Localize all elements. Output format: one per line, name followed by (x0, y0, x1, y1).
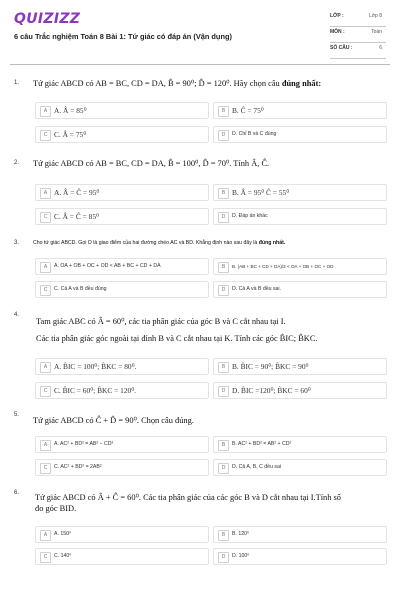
option-b[interactable] (213, 258, 387, 275)
meta-value: Lớp 8 (368, 13, 382, 19)
option-c[interactable] (35, 548, 209, 565)
meta-row-count (330, 45, 386, 59)
option-letter: C (40, 130, 51, 141)
meta-value: 6 (379, 45, 382, 51)
option-text: D. Cả A và B đều sai. (232, 286, 282, 292)
option-letter: D (218, 212, 229, 223)
question-text-main: Tứ giác ABCD có AB = BC, CD = DA, B̂ = 90⁰; D̂ = 120⁰. Hãy chọn câu (33, 79, 282, 88)
option-letter: D (218, 386, 229, 397)
option-text: A. OA + OB + OC + OD < AB + BC + CD + DA (54, 263, 161, 269)
question-number: 3. (14, 240, 20, 246)
option-b[interactable] (213, 102, 387, 119)
option-letter: A (40, 362, 51, 373)
option-letter: C (40, 212, 51, 223)
option-letter: A (40, 262, 51, 273)
option-text: B. Ĉ = 75⁰ (232, 106, 264, 115)
option-letter: D (218, 463, 229, 474)
meta-value: Toán (371, 29, 382, 35)
question-number: 4. (14, 312, 20, 318)
option-text: D. Chỉ B và C đúng (232, 131, 277, 137)
option-text: A. 150⁰ (54, 531, 72, 537)
question-number: 2. (14, 160, 20, 166)
option-letter: A (40, 440, 51, 451)
meta-row-class (330, 13, 386, 27)
option-text: D. Cả A, B, C đều sai (232, 464, 282, 470)
option-text: B. AC² + BD² = AB² + CD² (232, 441, 292, 447)
option-text: B. B̂IC = 90⁰; B̂KC = 90⁰ (232, 362, 309, 371)
option-c[interactable] (35, 126, 209, 143)
option-text: B. Â = 95⁰ Ĉ = 55⁰ (232, 188, 290, 197)
question-text-line2: Các tia phân giác góc ngoài tại đỉnh B và C cắt nhau tại K. Tính các góc B̂IC; B̂KC. (36, 334, 318, 343)
question-text-main: Cho tứ giác ABCD. Gọi O là giao điểm của hai đường chéo AC và BD. Khẳng định nào sau đây là (33, 240, 259, 246)
meta-label: MÔN : (330, 29, 345, 35)
meta-label: SỐ CÂU : (330, 45, 353, 51)
option-letter: B (218, 262, 229, 273)
option-letter: C (40, 552, 51, 563)
question-number: 1. (14, 80, 20, 86)
option-text: C. B̂IC = 60⁰; B̂KC = 120⁰. (54, 386, 137, 395)
option-d[interactable] (213, 459, 387, 476)
question-text-line2: đo góc BID. (35, 504, 77, 513)
divider (10, 64, 390, 65)
option-letter: D (218, 552, 229, 563)
question-text (33, 78, 383, 91)
meta-row-subject (330, 29, 386, 43)
question-text (33, 240, 383, 247)
option-d[interactable] (213, 126, 387, 143)
option-letter: D (218, 285, 229, 296)
option-letter: C (40, 386, 51, 397)
option-text: C. 140⁰ (54, 553, 72, 559)
question-text: Tam giác ABC có Â = 60⁰, các tia phân giác của góc B và C cắt nhau tại I. (36, 317, 286, 326)
option-letter: B (218, 440, 229, 451)
option-letter: B (218, 362, 229, 373)
option-c[interactable] (35, 459, 209, 476)
meta-label: LỚP : (330, 13, 344, 19)
option-c[interactable] (35, 281, 209, 298)
question-text: Tứ giác ABCD có Â + Ĉ = 60⁰. Các tia phân giác của các góc B và D cắt nhau tại I.Tính số (35, 493, 341, 502)
question-text: Tứ giác ABCD có Ĉ + D̂ = 90⁰. Chọn câu đúng. (33, 416, 194, 425)
option-d[interactable] (213, 382, 387, 399)
option-text: A. Â = Ĉ = 95⁰ (54, 188, 100, 197)
option-text: D. 100⁰ (232, 553, 250, 559)
option-text: C. Â = 75⁰ (54, 130, 87, 139)
option-b[interactable] (213, 526, 387, 543)
option-text: A. B̂IC = 100⁰; B̂KC = 80⁰. (54, 362, 137, 371)
option-text: A. Â = 85⁰ (54, 106, 87, 115)
option-text: C. Cả A và B đều đúng (54, 286, 107, 292)
option-text: D. Đáp án khác (232, 213, 268, 219)
option-letter: A (40, 188, 51, 199)
option-c[interactable] (35, 382, 209, 399)
meta-panel (330, 13, 386, 61)
question-text: Tứ giác ABCD có AB = BC, CD = DA, B̂ = 100⁰, D̂ = 70⁰. Tính Â, Ĉ. (33, 159, 270, 168)
option-a[interactable] (35, 258, 209, 275)
option-letter: B (218, 530, 229, 541)
question-text-emphasis: đúng nhất: (281, 79, 322, 88)
option-letter: D (218, 130, 229, 141)
option-letter: A (40, 530, 51, 541)
quizizz-logo: QUIZIZZ (14, 11, 81, 27)
option-a[interactable] (35, 102, 209, 119)
option-letter: C (40, 285, 51, 296)
option-text: A. AC² + BD² = AB² − CD² (54, 441, 114, 447)
page-title: 6 câu Trắc nghiệm Toán 8 Bài 1: Tứ giác có đáp án (Vận dụng) (14, 32, 232, 41)
option-d[interactable] (213, 281, 387, 298)
option-b[interactable] (213, 436, 387, 453)
option-b[interactable] (213, 358, 387, 375)
option-text: C. Â = Ĉ = 85⁰ (54, 212, 99, 221)
question-text-emphasis: đúng nhất. (258, 240, 286, 246)
option-text: B. (AB + BC + CD + DA)/2 < OA + OB + OC + OD (232, 264, 334, 269)
option-a[interactable] (35, 436, 209, 453)
question-number: 5. (14, 412, 20, 418)
option-a[interactable] (35, 184, 209, 201)
option-letter: A (40, 106, 51, 117)
question-number: 6. (14, 490, 20, 496)
option-text: B. 120⁰ (232, 531, 250, 537)
option-b[interactable] (213, 184, 387, 201)
option-text: D. B̂IC =120⁰; B̂KC = 60⁰ (232, 386, 311, 395)
option-d[interactable] (213, 548, 387, 565)
option-d[interactable] (213, 208, 387, 225)
option-a[interactable] (35, 526, 209, 543)
option-letter: C (40, 463, 51, 474)
option-c[interactable] (35, 208, 209, 225)
option-letter: B (218, 188, 229, 199)
option-a[interactable] (35, 358, 209, 375)
header (0, 0, 400, 62)
option-text: C. AC² + BD² = 2AB² (54, 464, 102, 470)
option-letter: B (218, 106, 229, 117)
